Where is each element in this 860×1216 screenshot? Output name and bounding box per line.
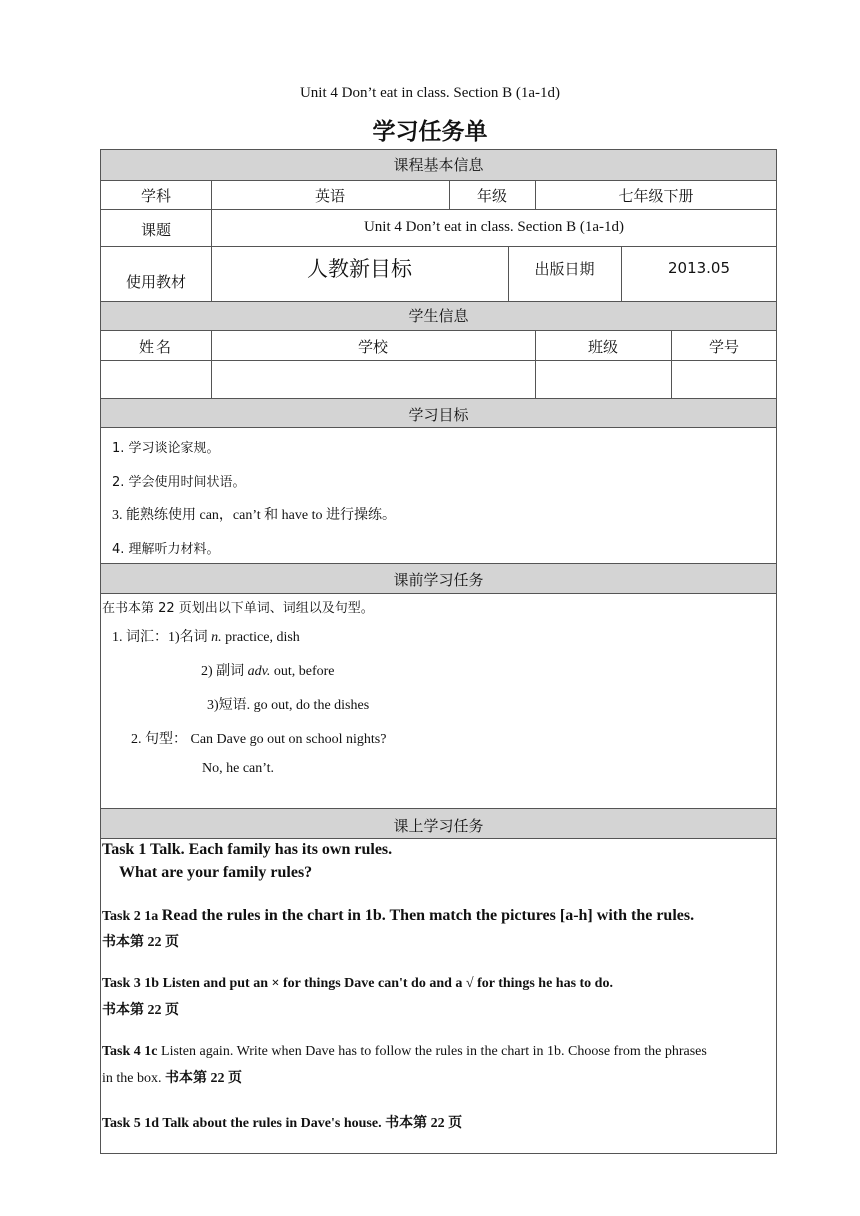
vocab-line-1: 1. 词汇：1)名词 n. practice, dish xyxy=(112,630,300,645)
class-label: 班级 xyxy=(587,337,618,356)
task-1-line-2: What are your family rules? xyxy=(119,864,313,881)
objective-item: 3. 能熟练使用 can，can’t 和 have to 进行操练。 xyxy=(112,508,396,523)
number-label: 学号 xyxy=(708,337,739,356)
task-4-line-2: in the box. 书本第 22 页 xyxy=(102,1071,242,1086)
task-1-line-1: Task 1 Talk. Each family has its own rules. xyxy=(102,841,393,858)
page-title: 学习任务单 xyxy=(372,119,488,145)
textbook-value: 人教新目标 xyxy=(307,257,412,281)
task-3: Task 3 1b Listen and put an × for things Dave can't do and a √ for things he has to do. xyxy=(102,976,613,991)
vocab-line-2: 2) 副词 adv. out, before xyxy=(201,664,335,679)
pre-class-intro: 在书本第 22 页划出以下单词、词组以及句型。 xyxy=(102,601,374,616)
textbook-label: 使用教材 xyxy=(125,273,186,291)
vocab-line-3: 3)短语. go out, do the dishes xyxy=(207,698,370,713)
subject-label: 学科 xyxy=(140,186,171,205)
name-label: 姓名 xyxy=(138,337,173,356)
student-info-heading: 学生信息 xyxy=(101,301,776,331)
task-3-page: 书本第 22 页 xyxy=(102,1003,179,1018)
number-field[interactable] xyxy=(671,360,777,398)
task-sheet-table xyxy=(100,149,777,1154)
class-field[interactable] xyxy=(535,360,671,398)
pattern-line-2: No, he can’t. xyxy=(202,761,275,776)
task-5: Task 5 1d Talk about the rules in Dave's house. 书本第 22 页 xyxy=(102,1116,463,1131)
in-class-heading: 课上学习任务 xyxy=(101,808,776,839)
topic-label: 课题 xyxy=(140,220,171,239)
objective-item: 4. 理解听力材料。 xyxy=(112,542,220,557)
objectives-heading: 学习目标 xyxy=(101,398,776,428)
topic-value: Unit 4 Don’t eat in class. Section B (1a-1d) xyxy=(363,219,625,235)
unit-subtitle: Unit 4 Don’t eat in class. Section B (1a-1d) xyxy=(299,85,561,101)
course-info-heading: 课程基本信息 xyxy=(101,150,776,181)
task-2-page: 书本第 22 页 xyxy=(102,935,179,950)
name-field[interactable] xyxy=(101,360,211,398)
objective-item: 2. 学会使用时间状语。 xyxy=(112,475,246,490)
objective-item: 1. 学习谈论家规。 xyxy=(112,441,220,456)
task-4-line-1: Task 4 1c Listen again. Write when Dave has to follow the rules in the chart in 1b. Choose from the phrases xyxy=(102,1044,707,1059)
grade-label: 年级 xyxy=(476,186,507,205)
pattern-line-1: 2. 句型： Can Dave go out on school nights? xyxy=(131,732,387,747)
pubdate-label: 出版日期 xyxy=(534,259,595,278)
school-label: 学校 xyxy=(357,337,388,356)
grade-value: 七年级下册 xyxy=(618,186,694,205)
subject-value: 英语 xyxy=(314,186,345,205)
divider xyxy=(101,246,776,247)
school-field[interactable] xyxy=(211,360,535,398)
task-2: Task 2 1a Read the rules in the chart in 1b. Then match the pictures [a-h] with the rules. xyxy=(102,907,695,924)
pre-class-heading: 课前学习任务 xyxy=(101,563,776,594)
pubdate-value: 2013.05 xyxy=(667,259,731,277)
